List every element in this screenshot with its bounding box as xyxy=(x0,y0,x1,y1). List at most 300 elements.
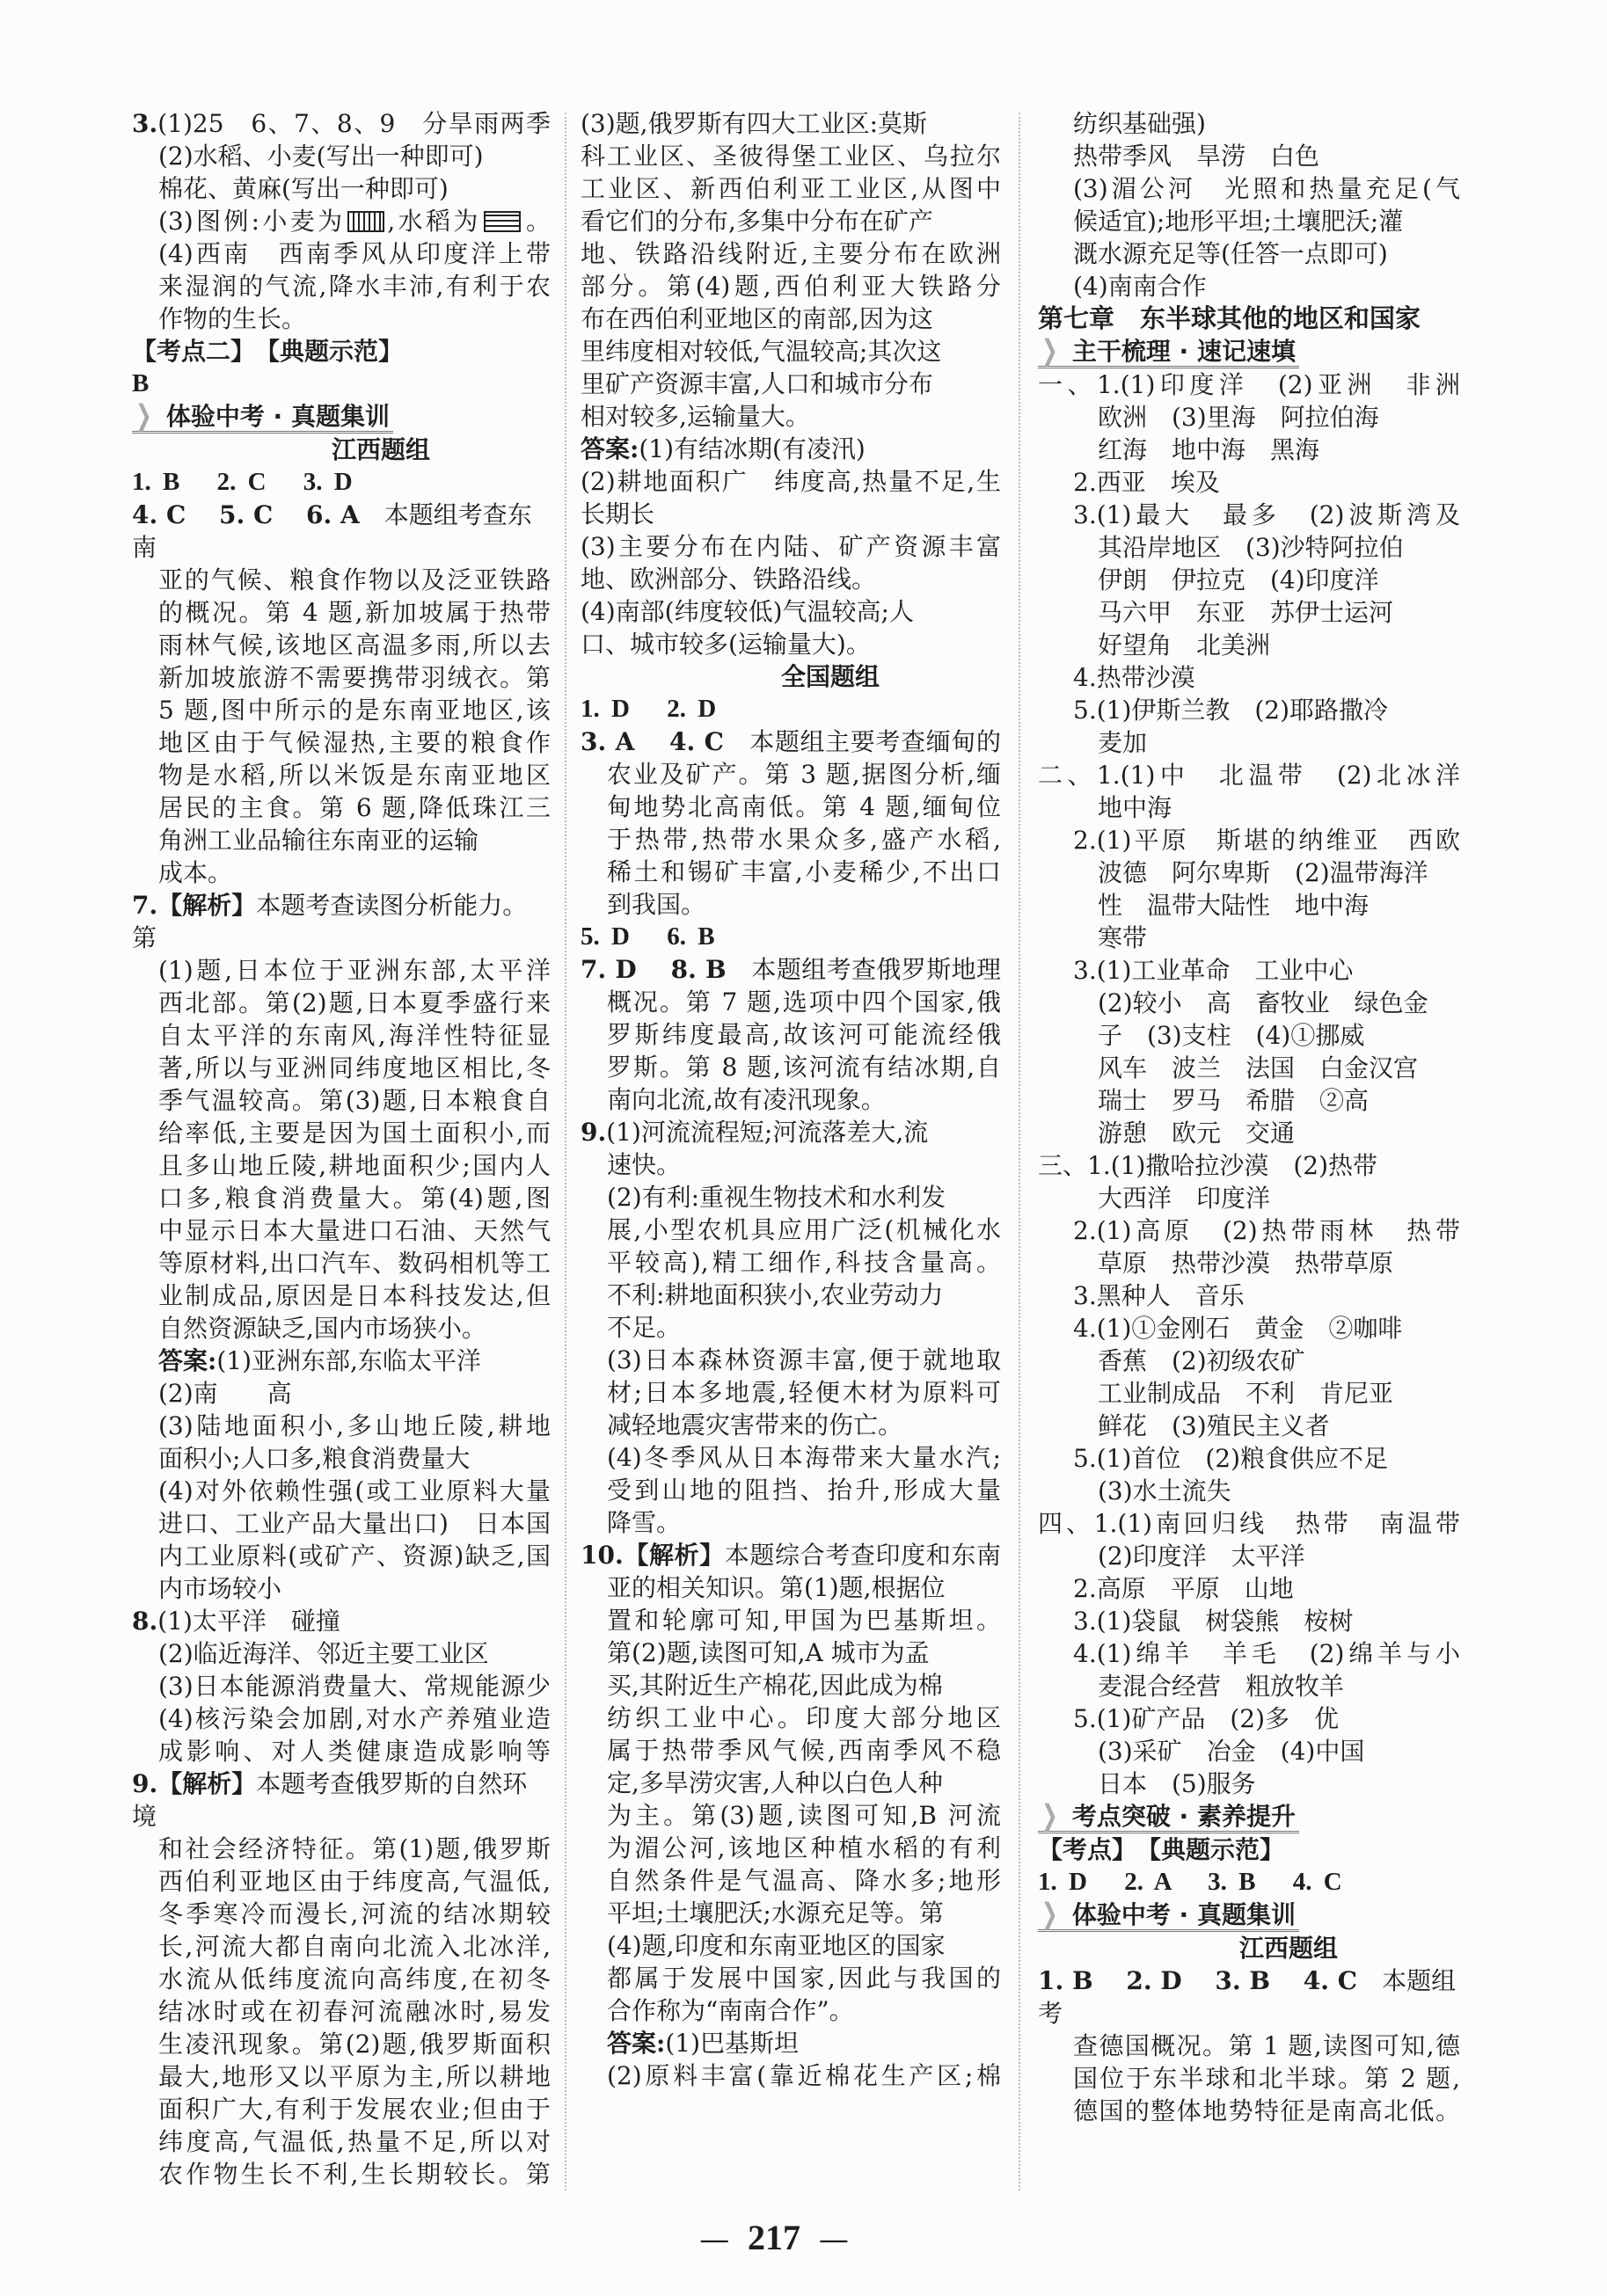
answer-text-line xyxy=(1038,1702,1460,1735)
answer-text-line xyxy=(1038,596,1460,629)
line-text: 给率低,主要是因为国土面积小,而 xyxy=(158,1119,551,1148)
answer-text-line xyxy=(132,1670,551,1702)
line-text: 好望角 北美洲 xyxy=(1098,630,1271,660)
answer-text-line xyxy=(1038,270,1460,302)
answer-text-line xyxy=(132,694,551,726)
line-text: 第(2)题,读图可知,A 城市为孟 xyxy=(607,1638,930,1667)
line-text: (3)水土流失 xyxy=(1098,1476,1231,1505)
line-text: (4)题,印度和东南亚地区的国家 xyxy=(607,1931,946,1960)
answer-text-line xyxy=(581,140,1001,172)
numbered-answer-line xyxy=(132,1768,551,1833)
line-text: 地中海 xyxy=(1098,793,1172,822)
line-text: 欧洲 (3)里海 阿拉伯海 xyxy=(1098,403,1379,432)
line-text: 体验中考 · 真题集训 xyxy=(1071,1900,1296,1929)
line-text: 罗斯纬度最高,故该河可能流经俄 xyxy=(607,1020,1001,1049)
line-text: (4)核污染会加剧,对水产养殖业造 xyxy=(158,1704,551,1733)
answer-text-line xyxy=(1038,564,1460,596)
answer-text-line xyxy=(581,791,1001,823)
line-text: (2)耕地面积广 纬度高,热量不足,生 xyxy=(581,467,1001,496)
answer-text-line xyxy=(132,1865,551,1898)
answer-text-line xyxy=(132,1312,551,1345)
line-text: 最大,地形又以平原为主,所以耕地 xyxy=(158,2062,551,2091)
answer-text-line xyxy=(132,1702,551,1735)
answer-text-line xyxy=(132,1475,551,1507)
line-text: 马六甲 东亚 苏伊士运河 xyxy=(1098,598,1394,627)
bold-label: 7. D 8. B xyxy=(581,955,727,984)
answer-text-line xyxy=(1038,1345,1460,1377)
line-text: 江西题组 xyxy=(331,435,430,464)
line-text: 亚的相关知识。第(1)题,根据位 xyxy=(607,1573,946,1602)
answer-text-line xyxy=(1038,2095,1460,2127)
line-text: 置和轮廓可知,甲国为巴基斯坦。 xyxy=(607,1606,1001,1635)
line-text: 2.高原 平原 山地 xyxy=(1073,1574,1294,1603)
answer-text-line xyxy=(132,759,551,791)
line-text: 农作物生长不利,生长期较长。第 xyxy=(158,2160,551,2189)
line-text: 3.黑种人 音乐 xyxy=(1073,1281,1245,1310)
answer-text-line xyxy=(1038,1540,1460,1572)
line-text: 雨林气候,该地区高温多雨,所以去 xyxy=(158,630,551,660)
line-text: (4)南南合作 xyxy=(1073,272,1207,301)
bold-label: 8. xyxy=(132,1607,158,1636)
answer-text-line xyxy=(581,1376,1001,1409)
line-text: 地、欧洲部分、铁路沿线。 xyxy=(581,565,877,594)
answer-text-line xyxy=(1038,1410,1460,1442)
text-segment: 。 xyxy=(522,207,551,236)
line-text: 自然资源缺乏,国内市场狭小。 xyxy=(158,1314,486,1343)
answer-text-line xyxy=(132,629,551,661)
line-text: 1. D 2. D xyxy=(581,695,717,723)
answer-text-line xyxy=(581,1864,1001,1897)
line-text: 定,多旱涝灾害,人种以白色人种 xyxy=(607,1768,943,1797)
line-text: (3)题,俄罗斯有四大工业区:莫斯 xyxy=(581,109,927,138)
line-text: 西北部。第(2)题,日本夏季盛行来 xyxy=(158,988,551,1017)
line-text: 本题组考 xyxy=(1038,1966,1457,2028)
answer-column-middle xyxy=(581,107,1001,2092)
line-text: 作物的生长。 xyxy=(158,304,307,333)
line-text: 口、城市较多(运输量大)。 xyxy=(581,630,871,659)
line-text: 部分。第(4)题,西伯利亚大铁路分 xyxy=(581,272,1001,301)
answer-column-right xyxy=(1038,107,1460,2127)
line-text: 2.西亚 埃及 xyxy=(1073,468,1220,497)
numbered-answer-line xyxy=(581,953,1001,986)
answer-text-line xyxy=(581,1994,1001,2027)
line-text: 结冰时或在初春河流融冰时,易发 xyxy=(158,1997,551,2026)
line-text: 科工业区、圣彼得堡工业区、乌拉尔 xyxy=(581,142,1001,171)
line-text: 新加坡旅游不需要携带羽绒衣。第 xyxy=(158,663,551,692)
answer-text-line xyxy=(1038,1247,1460,1279)
choice-answers-line xyxy=(581,693,1001,725)
numbered-answer-line xyxy=(581,725,1001,758)
exam-point-heading xyxy=(1038,1833,1460,1866)
line-text: 考点突破 · 素养提升 xyxy=(1071,1802,1296,1831)
answer-text-line xyxy=(1038,1214,1460,1247)
line-text: 风车 波兰 法国 白金汉宫 xyxy=(1098,1053,1419,1082)
answer-text-line xyxy=(581,1083,1001,1116)
line-text: 著,所以与亚洲同纬度地区相比,冬 xyxy=(158,1053,551,1082)
answer-text-line xyxy=(1038,694,1460,726)
answer-text-line xyxy=(581,1636,1001,1669)
answer-text-line xyxy=(132,2125,551,2158)
bold-label: 3. A 4. C xyxy=(581,727,724,756)
answer-text-line xyxy=(1038,434,1460,466)
bold-label: 9.【解析】 xyxy=(132,1769,257,1798)
page-footer xyxy=(0,2217,1548,2261)
answer-text-line xyxy=(581,1799,1001,1832)
line-text: 面积小;人口多,粮食消费量大 xyxy=(158,1444,471,1473)
answer-text-line xyxy=(581,1897,1001,1929)
line-text: 【考点二】 【典题示范】 xyxy=(132,337,404,366)
line-text: 本题考查俄罗斯的自然环境 xyxy=(132,1769,528,1831)
answer-text-line xyxy=(1038,1768,1460,1800)
answer-text-line xyxy=(1038,987,1460,1019)
answer-text-line xyxy=(581,1767,1001,1799)
answer-text-line xyxy=(1038,107,1460,140)
numbered-answer-line xyxy=(581,1539,1001,1571)
answer-text-line xyxy=(132,1117,551,1149)
page-number: 217 xyxy=(748,2218,800,2257)
line-text: 内工业原料(或矿产、资源)缺乏,国 xyxy=(158,1542,551,1571)
line-text: 工业制成品 不利 肯尼亚 xyxy=(1098,1379,1394,1408)
answer-text-line xyxy=(1038,1637,1460,1670)
line-text: 的概况。第 4 题,新加坡属于热带 xyxy=(158,598,551,627)
answer-text-line xyxy=(1038,205,1460,237)
line-text: 且多山地丘陵,耕地面积少;国内人 xyxy=(158,1151,551,1180)
answer-column-left xyxy=(132,107,551,2190)
answer-text-line xyxy=(1038,1019,1460,1052)
line-text: 甸地势北高南低。第 4 题,缅甸位 xyxy=(607,792,1001,821)
line-text: 本题组考查东南 xyxy=(132,500,532,562)
line-text: 纺织基础强) xyxy=(1073,109,1206,138)
line-text: 伊朗 伊拉克 (4)印度洋 xyxy=(1098,565,1379,594)
line-text: (3)陆地面积小,多山地丘陵,耕地 xyxy=(158,1411,551,1440)
line-text: (3)湄公河 光照和热量充足(气 xyxy=(1073,174,1460,203)
answer-text-line xyxy=(581,1734,1001,1767)
line-text: 一、1.(1)印度洋 (2)亚洲 非洲 xyxy=(1038,370,1460,399)
line-text: B xyxy=(132,369,150,397)
choice-answers-line xyxy=(132,466,551,499)
line-text: 受到山地的阻挡、抬升,形成大量 xyxy=(607,1476,1001,1505)
answer-text-line xyxy=(581,1962,1001,1994)
answer-text-line xyxy=(581,465,1001,498)
line-text: 减轻地震灾害带来的伤亡。 xyxy=(607,1410,903,1440)
answer-text-line xyxy=(1038,629,1460,661)
line-text: 面积广大,有利于发展农业;但由于 xyxy=(158,2095,551,2124)
line-text: 长期长 xyxy=(581,499,655,528)
bold-label: 3. xyxy=(132,109,158,138)
answer-text-line xyxy=(581,172,1001,205)
bold-label: 答案: xyxy=(581,434,639,463)
line-text: 自太平洋的东南风,海洋性特征显 xyxy=(158,1021,551,1050)
answer-text-line xyxy=(132,1182,551,1214)
line-text: 香蕉 (2)初级农矿 xyxy=(1098,1346,1305,1375)
line-text: 冬季寒冷而漫长,河流的结冰期较 xyxy=(158,1899,551,1928)
line-text: (3)采矿 冶金 (4)中国 xyxy=(1098,1737,1365,1766)
answer-text-line xyxy=(132,596,551,629)
answer-text-line xyxy=(581,628,1001,660)
answer-text-line xyxy=(132,1540,551,1572)
answer-text-line xyxy=(581,1669,1001,1702)
line-text: 4.热带沙漠 xyxy=(1073,663,1195,692)
answer-text-line xyxy=(132,1930,551,1963)
numbered-answer-line xyxy=(1038,759,1460,791)
answer-text-line xyxy=(132,564,551,596)
text-segment: ,水稻为 xyxy=(387,207,481,236)
bold-label: 4. C 5. C 6. A xyxy=(132,500,360,529)
bold-label: 9. xyxy=(581,1118,607,1147)
line-text: (2)水稻、小麦(写出一种即可) xyxy=(158,142,484,171)
answer-text-line xyxy=(581,1571,1001,1604)
line-text: 5.(1)伊斯兰教 (2)耶路撒冷 xyxy=(1073,696,1389,725)
answer-text-line xyxy=(132,1507,551,1540)
answer-text-line xyxy=(581,1441,1001,1474)
answer-text-line xyxy=(132,661,551,694)
line-text: 麦加 xyxy=(1098,728,1148,757)
answer-text-line xyxy=(132,1442,551,1475)
answer-text-line xyxy=(1038,791,1460,824)
numbered-answer-line xyxy=(132,107,551,140)
answer-text-line xyxy=(581,2027,1001,2059)
line-text: 4.(1)①金刚石 黄金 ②咖啡 xyxy=(1073,1314,1403,1343)
answer-text-line xyxy=(132,302,551,335)
chevron-right-icon: ❯ xyxy=(1041,335,1058,367)
numbered-answer-line xyxy=(132,1605,551,1637)
line-text: 概况。第 7 题,选项中四个国家,俄 xyxy=(607,988,1001,1017)
line-text: 5.(1)首位 (2)粮食供应不足 xyxy=(1073,1444,1389,1473)
line-text: 本题综合考查印度和东南 xyxy=(724,1541,1001,1570)
answer-text-line xyxy=(581,1018,1001,1051)
numbered-answer-line xyxy=(1038,1964,1460,2030)
line-text: 5 题,图中所示的是东南亚地区,该 xyxy=(158,696,551,725)
answer-text-line xyxy=(581,856,1001,888)
line-text: 三、1.(1)撒哈拉沙漠 (2)热带 xyxy=(1038,1151,1378,1180)
section-header xyxy=(1038,335,1460,368)
line-text: (1)有结冰期(有凌汛) xyxy=(639,434,866,463)
answer-text-line xyxy=(1038,1572,1460,1605)
answer-text-line xyxy=(132,1410,551,1442)
text-segment: (3)图例:小麦为 xyxy=(158,207,346,236)
line-text: 工业区、新西伯利亚工业区,从图中 xyxy=(581,174,1001,203)
line-text: 农业及矿产。第 3 题,据图分析,缅 xyxy=(607,760,1001,789)
line-text: 属于热带季风气候,西南季风不稳 xyxy=(607,1736,1001,1765)
choice-answers-line xyxy=(1038,1866,1460,1899)
answer-text-line xyxy=(581,107,1001,140)
answer-text-line xyxy=(581,433,1001,465)
line-text: 5. D 6. B xyxy=(581,922,715,951)
chevron-right-icon: ❯ xyxy=(1041,1800,1058,1832)
answer-text-line xyxy=(581,823,1001,856)
line-text: 溉水源充足等(任答一点即可) xyxy=(1073,239,1388,268)
line-text: 长,河流大都自南向北流入北冰洋, xyxy=(158,1932,551,1961)
line-text: 稀土和锡矿丰富,小麦稀少,不出口 xyxy=(607,857,1001,886)
line-text: 展,小型农机具应用广泛(机械化水 xyxy=(607,1215,1001,1244)
answer-text-line xyxy=(132,205,551,237)
answer-text-line xyxy=(581,1246,1001,1279)
answer-text-line xyxy=(581,2059,1001,2092)
line-text: 不足。 xyxy=(607,1313,682,1342)
line-text: (2)有利:重视生物技术和水利发 xyxy=(607,1183,946,1212)
line-text: 4.(1)绵羊 羊毛 (2)绵羊与小 xyxy=(1073,1639,1460,1668)
choice-answers-line xyxy=(132,368,551,400)
answer-text-line xyxy=(1038,1442,1460,1475)
footer-dash: — xyxy=(818,2222,849,2257)
line-text: (2)临近海洋、邻近主要工业区 xyxy=(158,1639,489,1668)
line-text: (2)较小 高 畜牧业 绿色金 xyxy=(1098,988,1428,1017)
answer-text-line xyxy=(1038,1052,1460,1084)
answer-text-line xyxy=(1038,1182,1460,1214)
line-text: (2)印度洋 太平洋 xyxy=(1098,1542,1305,1571)
question-group-title xyxy=(132,434,551,466)
line-text: 全国题组 xyxy=(780,662,880,691)
line-text: 波德 阿尔卑斯 (2)温带海洋 xyxy=(1098,858,1428,887)
answer-text-line xyxy=(581,368,1001,400)
line-text: 德国的整体地势特征是南高北低。 xyxy=(1073,2096,1460,2125)
answer-text-line xyxy=(132,140,551,172)
line-text: 红海 地中海 黑海 xyxy=(1098,435,1320,464)
answer-text-line xyxy=(581,302,1001,335)
line-text: 口多,粮食消费量大。第(4)题,图 xyxy=(158,1184,551,1213)
answer-text-line xyxy=(581,530,1001,563)
line-text: 成本。 xyxy=(158,858,233,887)
answer-text-line xyxy=(1038,1279,1460,1312)
line-text: 季气温较高。第(3)题,日本粮食自 xyxy=(158,1086,551,1115)
answer-text-line xyxy=(132,172,551,205)
line-text: 本题组考查俄罗斯地理 xyxy=(726,955,1001,984)
line-text: 合作称为“南南合作”。 xyxy=(607,1996,854,2025)
line-text: 3.(1)最大 最多 (2)波斯湾及 xyxy=(1073,500,1460,529)
answer-text-line xyxy=(132,726,551,759)
answer-text-line xyxy=(1038,1312,1460,1345)
answer-text-line xyxy=(1038,172,1460,205)
line-text: (1)太平洋 碰撞 xyxy=(157,1607,340,1636)
answer-text-line xyxy=(132,1735,551,1768)
line-text: 里纬度相对较低,气温较高;其次这 xyxy=(581,337,942,366)
answer-text-line xyxy=(1038,1475,1460,1507)
answer-text-line xyxy=(581,1604,1001,1636)
line-text: 中显示日本大量进口石油、天然气 xyxy=(158,1216,551,1245)
line-text: (2)南 高 xyxy=(158,1379,292,1408)
line-text: 不利:耕地面积狭小,农业劳动力 xyxy=(607,1280,944,1309)
answer-text-line xyxy=(1038,954,1460,987)
line-text: 【考点】 【典题示范】 xyxy=(1038,1835,1285,1864)
line-text: 南向北流,故有凌汛现象。 xyxy=(607,1085,886,1114)
answer-text-line xyxy=(1038,1670,1460,1702)
line-text: 内市场较小 xyxy=(158,1574,282,1603)
answer-text-line xyxy=(1038,661,1460,694)
answer-text-line xyxy=(132,1833,551,1865)
answer-text-line xyxy=(1038,401,1460,434)
line-text: (3)主要分布在内陆、矿产资源丰富 xyxy=(581,532,1001,561)
line-text: 查德国概况。第 1 题,读图可知,德 xyxy=(1073,2031,1460,2060)
line-text: 3.(1)工业革命 工业中心 xyxy=(1073,956,1354,985)
line-text: 相对较多,运输量大。 xyxy=(581,402,810,431)
answer-text-line xyxy=(132,237,551,270)
line-text: (4)对外依赖性强(或工业原料大量 xyxy=(158,1476,551,1505)
line-text: (1)题,日本位于亚洲东部,太平洋 xyxy=(158,956,551,985)
wheat-legend-icon xyxy=(347,211,384,232)
exam-point-heading xyxy=(132,335,551,368)
line-text: 纺织工业中心。印度大部分地区 xyxy=(607,1703,1001,1732)
line-text: 生凌汛现象。第(2)题,俄罗斯面积 xyxy=(158,2030,551,2059)
answer-text-line xyxy=(1038,531,1460,564)
answer-text-line xyxy=(132,1637,551,1670)
line-text: 麦混合经营 粗放牧羊 xyxy=(1098,1672,1345,1701)
chevron-right-icon: ❯ xyxy=(135,400,152,432)
line-text: 等原材料,出口汽车、数码相机等工 xyxy=(158,1249,551,1278)
line-text: 到我国。 xyxy=(607,890,706,919)
answer-text-line xyxy=(581,1409,1001,1441)
answer-text-line xyxy=(132,2028,551,2060)
numbered-answer-line xyxy=(132,499,551,564)
line-text: 平较高),精工细作,科技含量高。 xyxy=(607,1248,1001,1277)
question-group-title xyxy=(1038,1932,1460,1964)
answer-text-line xyxy=(581,595,1001,628)
column-divider xyxy=(565,113,566,2190)
line-text: 棉花、黄麻(写出一种即可) xyxy=(158,174,449,203)
line-text: 平坦;土壤肥沃;水源充足等。第 xyxy=(607,1899,944,1928)
answer-text-line xyxy=(581,1311,1001,1344)
answer-text-line xyxy=(132,1214,551,1247)
bold-label: 10.【解析】 xyxy=(581,1541,725,1570)
line-text: 鲜花 (3)殖民主义者 xyxy=(1098,1411,1330,1440)
question-group-title xyxy=(581,660,1001,693)
line-text: 西伯利亚地区由于纬度高,气温低, xyxy=(158,1867,551,1896)
answer-text-line xyxy=(132,1149,551,1182)
answer-text-line xyxy=(581,400,1001,433)
line-text: 成影响、对人类健康造成影响等 xyxy=(158,1737,551,1766)
rice-legend-icon xyxy=(484,211,521,232)
answer-text-line xyxy=(132,1963,551,1995)
answer-text-line xyxy=(132,1084,551,1117)
line-text: 二、1.(1)中 北温带 (2)北冰洋 xyxy=(1038,761,1460,790)
line-text: 本题组主要考查缅甸的 xyxy=(723,727,1001,756)
line-text: (1)25 6、7、8、9 分旱雨两季 xyxy=(157,109,551,138)
line-text: 1. D 2. A 3. B 4. C xyxy=(1038,1868,1342,1896)
line-text: (4)南部(纬度较低)气温较高;人 xyxy=(581,597,914,626)
answer-text-line xyxy=(1038,1084,1460,1117)
line-text: 第七章 东半球其他的地区和国家 xyxy=(1038,303,1421,333)
line-text: 为主。第(3)题,读图可知,B 河流 xyxy=(607,1801,1001,1830)
bold-label: 答案: xyxy=(607,2029,666,2058)
answer-text-line xyxy=(132,1247,551,1279)
answer-text-line xyxy=(581,1702,1001,1734)
line-text: 买,其附近生产棉花,因此成为棉 xyxy=(607,1671,943,1700)
answer-text-line xyxy=(132,1052,551,1084)
line-text: 3.(1)袋鼠 树袋熊 桉树 xyxy=(1073,1607,1354,1636)
line-text: (3)日本能源消费量大、常规能源少 xyxy=(158,1672,551,1701)
line-text: 寒带 xyxy=(1098,923,1148,952)
line-text: 主干梳理 · 速记速填 xyxy=(1071,337,1296,366)
answer-text-line xyxy=(581,563,1001,595)
answer-text-line xyxy=(1038,1377,1460,1410)
answer-text-line xyxy=(132,1995,551,2028)
answer-text-line xyxy=(1038,1605,1460,1637)
answer-text-line xyxy=(1038,466,1460,499)
answer-text-line xyxy=(1038,499,1460,531)
line-text: 日本 (5)服务 xyxy=(1098,1769,1256,1798)
line-text: 大西洋 印度洋 xyxy=(1098,1184,1271,1213)
line-text: 纬度高,气温低,热量不足,所以对 xyxy=(158,2127,551,2156)
answer-text-line xyxy=(132,987,551,1019)
answer-text-line xyxy=(132,2158,551,2190)
numbered-answer-line xyxy=(581,1116,1001,1148)
answer-text-line xyxy=(581,1051,1001,1083)
line-text: 热带季风 旱涝 白色 xyxy=(1073,142,1320,171)
answer-text-line xyxy=(1038,237,1460,270)
line-text: 降雪。 xyxy=(607,1508,682,1537)
line-text: (1)亚洲东部,东临太平洋 xyxy=(216,1346,481,1375)
answer-text-line xyxy=(1038,889,1460,922)
answer-text-line xyxy=(581,1181,1001,1214)
